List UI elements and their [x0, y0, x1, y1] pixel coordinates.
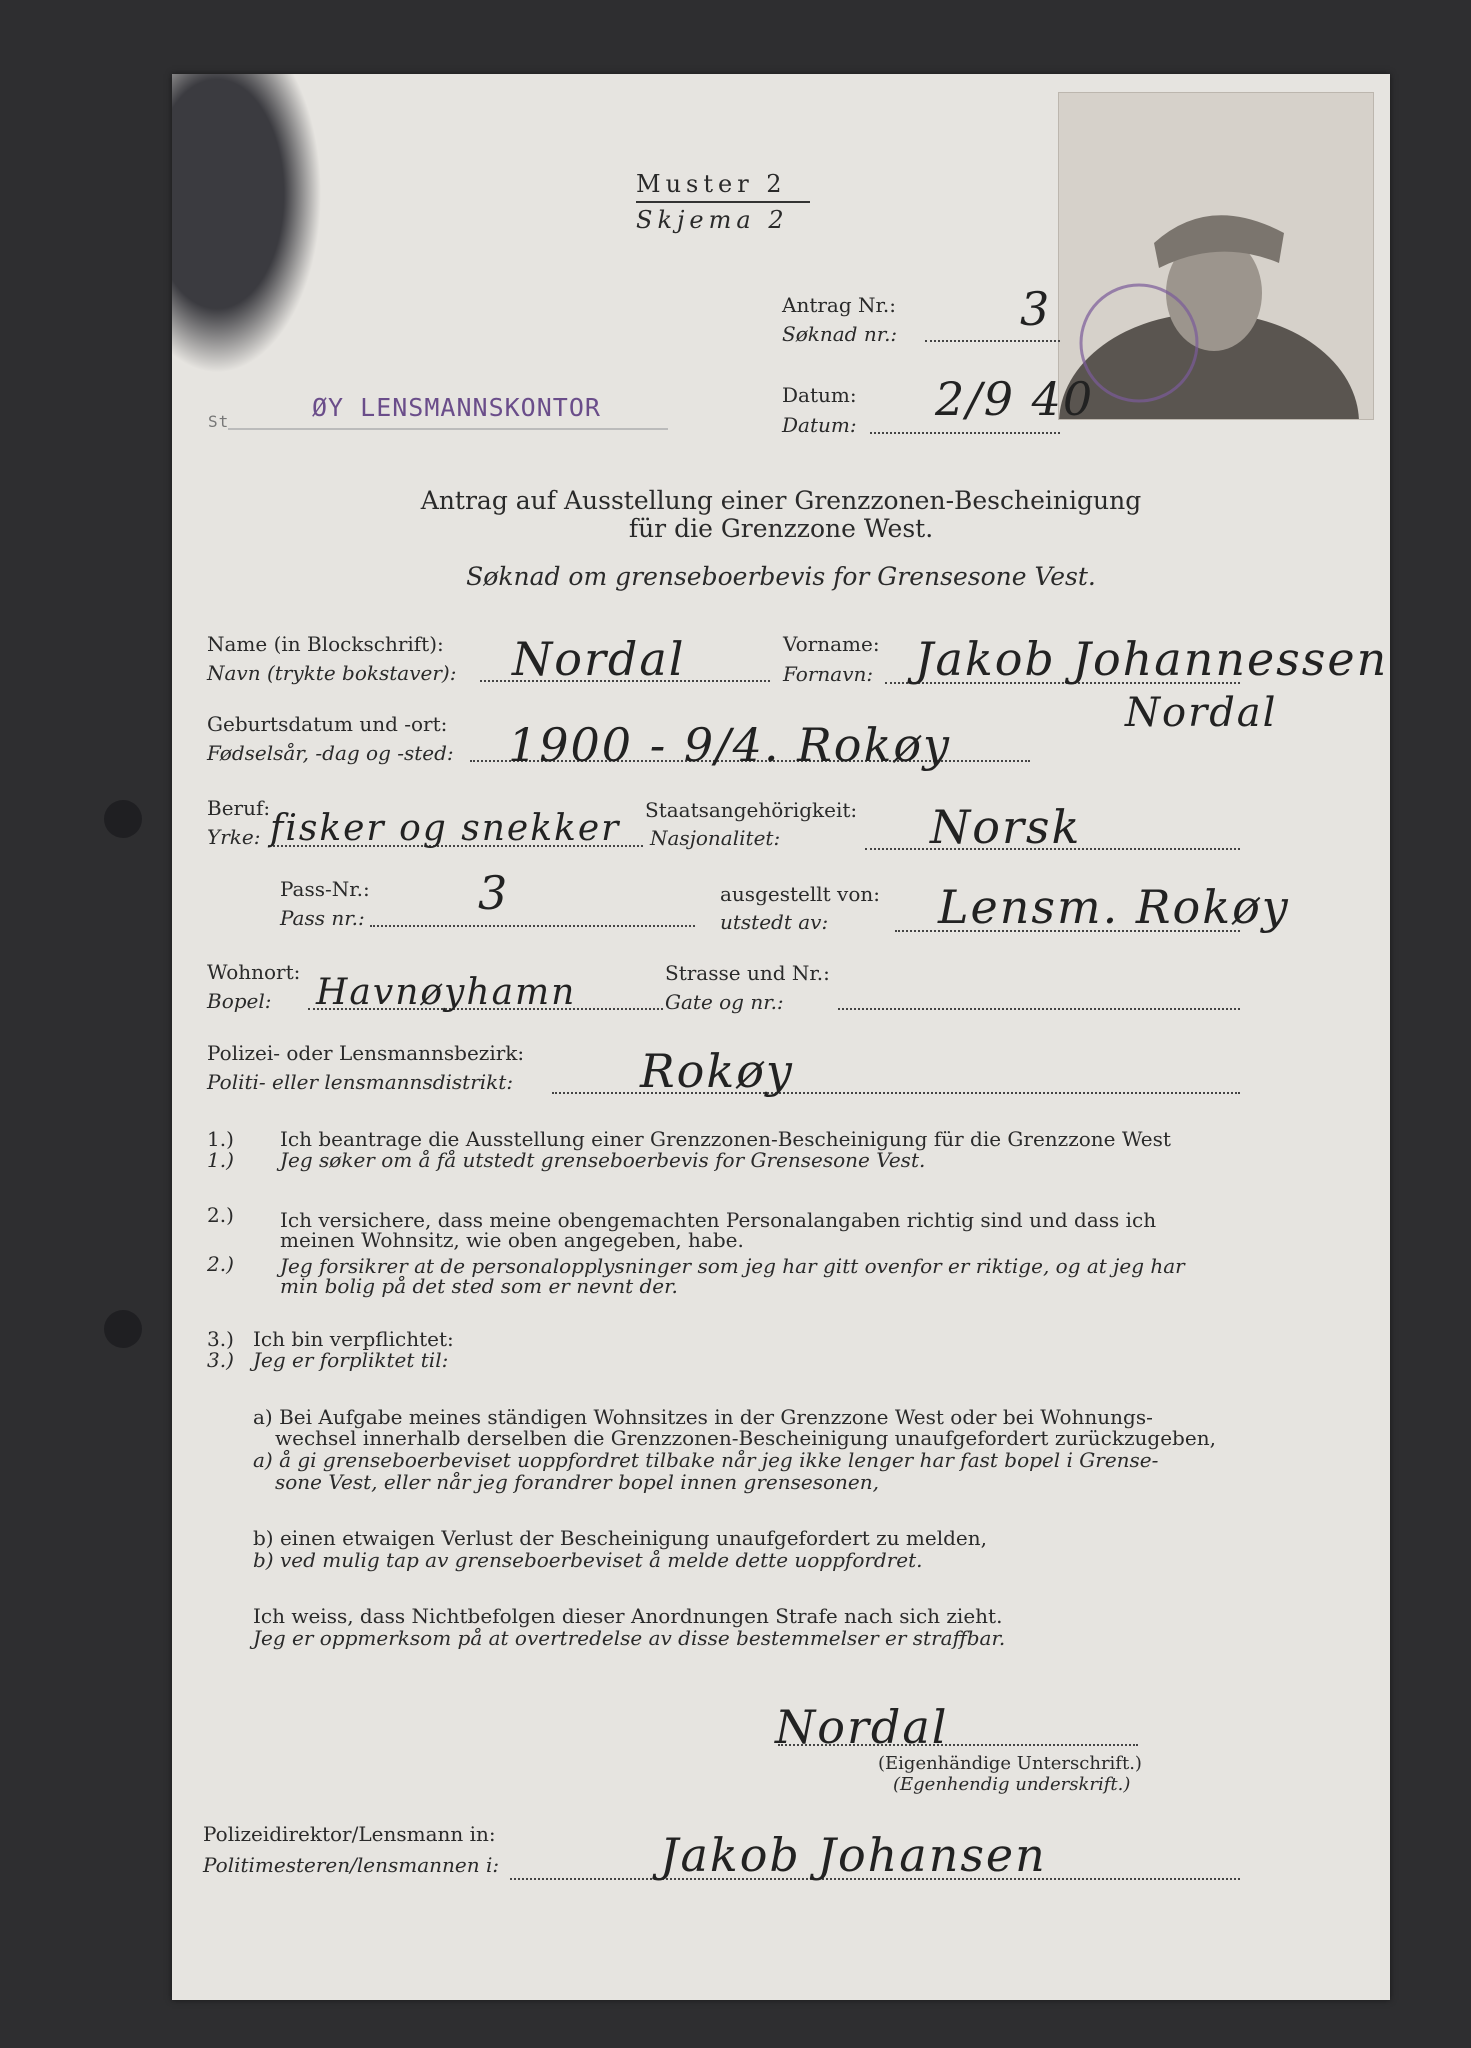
clause1-no: Jeg søker om å få utstedt grenseboerbevis for Grensesone Vest. — [280, 1148, 926, 1172]
header-rule — [636, 201, 810, 203]
antrag-line — [925, 340, 1060, 342]
sub-a-no-1: a) å gi grenseboerbeviset uoppfordret tilbake når jeg ikke lenger har fast bopel i Grense- — [253, 1448, 1159, 1472]
ausgestellt-label-de: ausgestellt von: — [720, 882, 880, 906]
footer-label-no: Politimesteren/lensmannen i: — [203, 1853, 500, 1877]
clause2-no-1: Jeg forsikrer at de personalopplysninger som jeg har gitt ovenfor er riktige, og at jeg har — [280, 1254, 1185, 1278]
pass-label-de: Pass-Nr.: — [280, 877, 370, 901]
clause2-de-1: Ich versichere, dass meine obengemachten Personalangaben richtig sind und dass ich — [280, 1208, 1157, 1232]
title-line3: Søknad om grenseboerbevis for Grensesone Vest. — [466, 562, 1096, 591]
name-value: Nordal — [512, 632, 686, 686]
torn-corner — [172, 74, 322, 374]
pass-label-no: Pass nr.: — [280, 906, 365, 930]
clause2-num-no: 2.) — [207, 1252, 234, 1276]
vorname-value-2: Nordal — [1125, 690, 1278, 736]
clause2-de-2: meinen Wohnsitz, wie oben angegeben, habe. — [280, 1228, 744, 1252]
staat-value: Norsk — [930, 800, 1082, 854]
bezirk-label-no: Politi- eller lensmannsdistrikt: — [207, 1070, 514, 1094]
sub-a-de-2: wechsel innerhalb derselben die Grenzzonen-Bescheinigung unaufgefordert zurückzugeben, — [275, 1426, 1216, 1450]
datum-line — [870, 432, 1060, 434]
sub-a-no-2: sone Vest, eller når jeg forandrer bopel innen grensesonen, — [275, 1470, 879, 1494]
form-number-de: Muster 2 — [636, 170, 787, 198]
office-stamp: ØY LENSMANNSKONTOR — [312, 393, 601, 422]
passport-photo — [1058, 92, 1374, 420]
footer-label-de: Polizeidirektor/Lensmann in: — [203, 1822, 496, 1846]
bezirk-label-de: Polizei- oder Lensmannsbezirk: — [207, 1041, 525, 1065]
title-line2: für die Grenzzone West. — [628, 514, 934, 543]
clause1-num-no: 1.) — [207, 1148, 234, 1172]
strasse-line — [838, 1008, 1240, 1010]
clause1-de: Ich beantrage die Ausstellung einer Grenzzonen-Bescheinigung für die Grenzzone West — [280, 1127, 1171, 1151]
note-de: Ich weiss, dass Nichtbefolgen dieser Anordnungen Strafe nach sich zieht. — [253, 1604, 1003, 1628]
clause3-num: 3.) — [207, 1327, 234, 1351]
wohnort-label-no: Bopel: — [207, 989, 272, 1013]
ausgestellt-value: Lensm. Rokøy — [938, 880, 1290, 934]
antrag-value: 3 — [1020, 282, 1052, 336]
clause3-no: Jeg er forpliktet til: — [253, 1348, 449, 1372]
vorname-label-no: Fornavn: — [783, 662, 874, 686]
wohnort-label-de: Wohnort: — [207, 960, 301, 984]
portrait-image — [1059, 93, 1373, 419]
pass-value: 3 — [478, 866, 510, 920]
note-no: Jeg er oppmerksom på at overtredelse av disse bestemmelser er straffbar. — [253, 1626, 1006, 1650]
vorname-value: Jakob Johannessen — [915, 632, 1389, 686]
wohnort-value: Havnøyhamn — [316, 972, 577, 1013]
staat-label-no: Nasjonalitet: — [650, 826, 781, 850]
footer-value: Jakob Johansen — [660, 1828, 1047, 1882]
staat-label-de: Staatsangehörigkeit: — [645, 798, 858, 822]
datum-value: 2/9 40 — [935, 372, 1095, 426]
ausgestellt-label-no: utstedt av: — [720, 910, 829, 934]
clause2-no-2: min bolig på det sted som er nevnt der. — [280, 1274, 678, 1298]
signature-label-no: (Egenhendig underskrift.) — [893, 1774, 1131, 1795]
strasse-label-no: Gate og nr.: — [665, 990, 784, 1014]
clause3-de: Ich bin verpflichtet: — [253, 1327, 454, 1351]
vorname-label-de: Vorname: — [783, 632, 880, 656]
beruf-label-de: Beruf: — [207, 796, 271, 820]
geburt-label-no: Fødselsår, -dag og -sted: — [207, 741, 454, 765]
punch-hole — [104, 1310, 142, 1348]
geburt-label-de: Geburtsdatum und -ort: — [207, 712, 448, 736]
sub-b-no: b) ved mulig tap av grenseboerbeviset å melde dette uoppfordret. — [253, 1548, 923, 1572]
datum-label-no: Datum: — [782, 413, 857, 437]
pass-line — [370, 925, 695, 927]
signature-value: Nordal — [775, 1700, 949, 1754]
signature-label-de: (Eigenhändige Unterschrift.) — [878, 1753, 1142, 1774]
antrag-label-de: Antrag Nr.: — [782, 293, 896, 317]
stamp-line — [228, 428, 668, 430]
clause2-num: 2.) — [207, 1203, 234, 1227]
bezirk-value: Rokøy — [640, 1044, 794, 1098]
clause1-num: 1.) — [207, 1127, 234, 1151]
punch-hole — [104, 800, 142, 838]
name-label-de: Name (in Blockschrift): — [207, 632, 444, 656]
beruf-label-no: Yrke: — [207, 825, 261, 849]
strasse-label-de: Strasse und Nr.: — [665, 961, 830, 985]
title-line1: Antrag auf Ausstellung einer Grenzzonen-Bescheinigung — [420, 486, 1142, 515]
sub-b-de: b) einen etwaigen Verlust der Bescheinigung unaufgefordert zu melden, — [253, 1526, 988, 1550]
form-number-no: Skjema 2 — [636, 206, 789, 234]
beruf-value: fisker og snekker — [270, 808, 621, 849]
name-label-no: Navn (trykte bokstaver): — [207, 661, 457, 685]
sub-a-de-1: a) Bei Aufgabe meines ständigen Wohnsitzes in der Grenzzone West oder bei Wohnungs- — [253, 1405, 1153, 1429]
clause3-num-no: 3.) — [207, 1348, 234, 1372]
signature-line — [778, 1744, 1138, 1746]
geburt-value: 1900 - 9/4. Rokøy — [508, 718, 952, 772]
antrag-label-no: Søknad nr.: — [782, 322, 898, 346]
stamp-prefix: St — [208, 412, 230, 431]
datum-label-de: Datum: — [782, 383, 857, 407]
